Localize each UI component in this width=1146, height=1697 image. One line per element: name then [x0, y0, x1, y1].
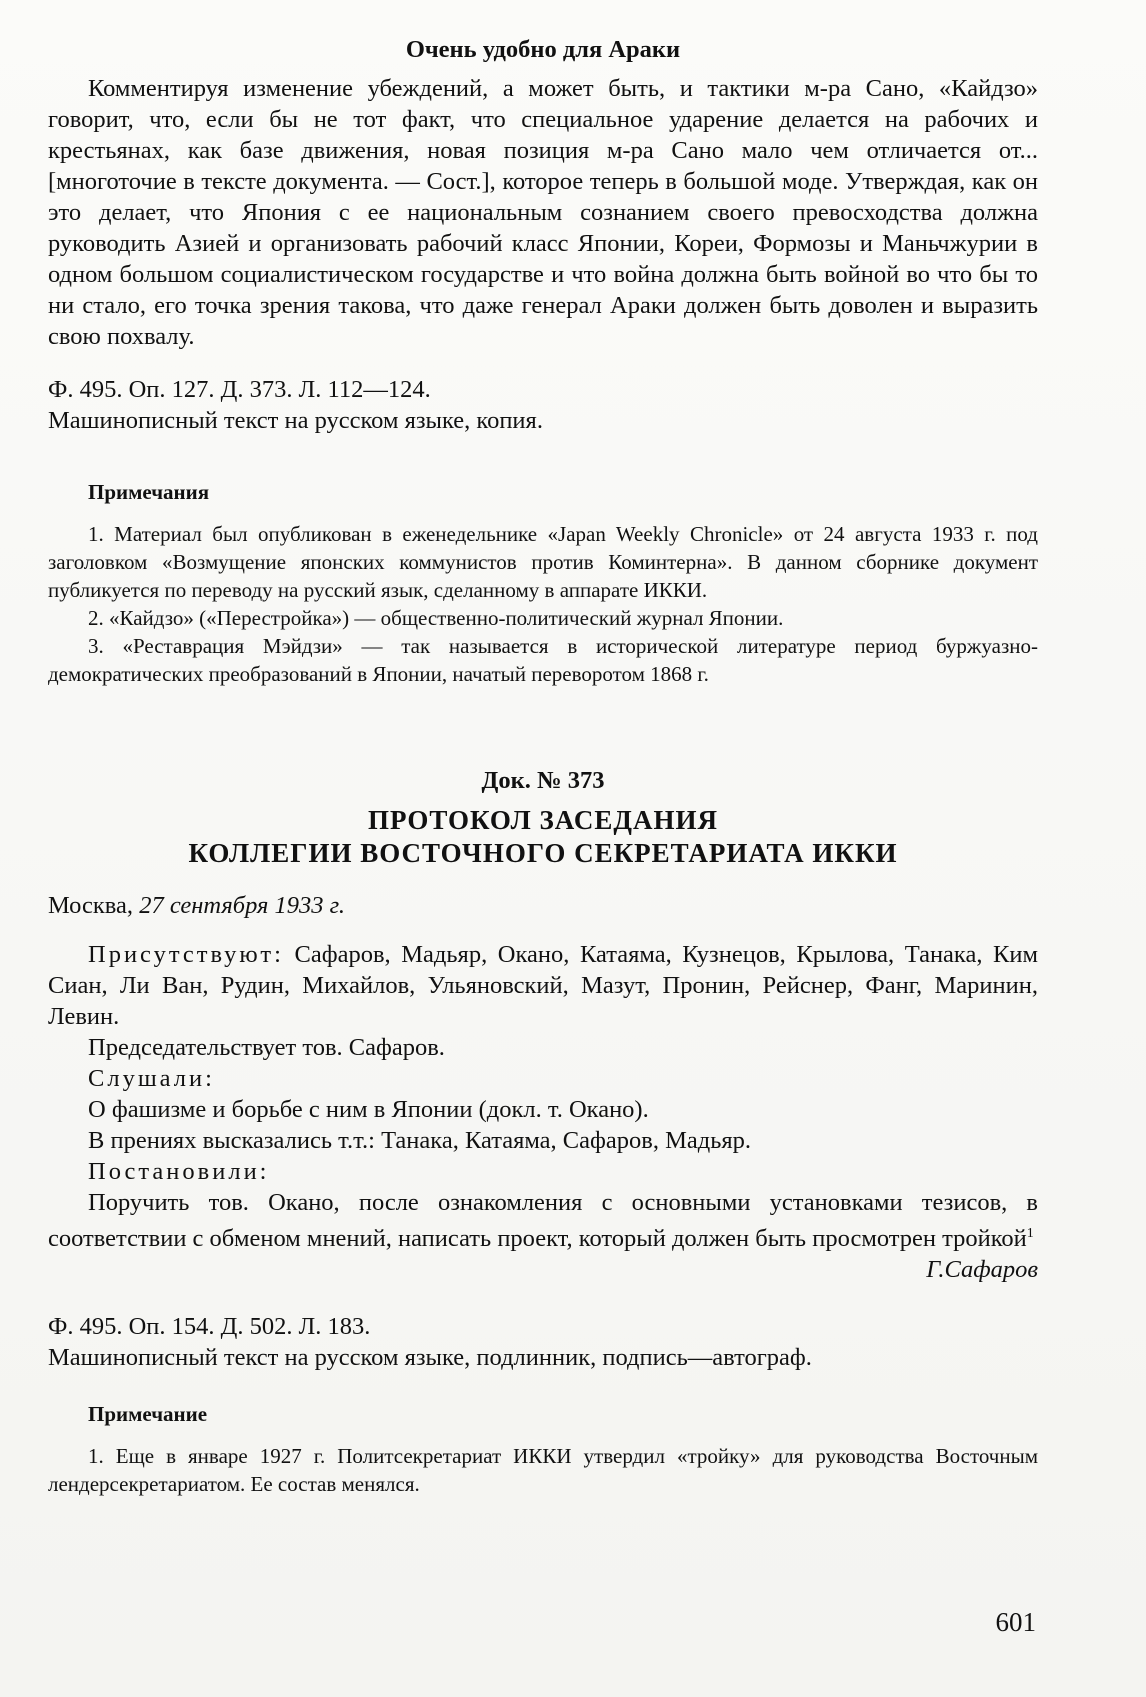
page-number: 601: [995, 1607, 1036, 1637]
notes-block: [48, 478, 1038, 688]
resolved-text: [48, 1187, 1038, 1254]
notes-heading: Примечания: [88, 480, 210, 504]
source-note: Машинописный текст на русском языке, копия.: [48, 407, 543, 434]
note-item: 1. Еще в январе 1927 г. Политсекретариат ИККИ утвердил «тройку» для руководства Восточным лендерсекретариатом. Ее состав менялся.: [48, 1444, 1038, 1496]
present-names: Сафаров, Мадьяр, Окано, Катаяма, Кузнецов, Крылова, Танака, Ким Сиан, Ли Ван, Рудин, Михайлов, Ульяновский, Мазут, Пронин, Рейснер, Фанг, Маринин, Левин.: [48, 941, 1039, 1030]
place-date: [48, 890, 1038, 921]
heard-text: О фашизме и борьбе с ним в Японии (докл. т. Окано).: [88, 1096, 649, 1123]
section-previous-document: [48, 34, 1038, 436]
note-item: 3. «Реставрация Мэйдзи» — так называется в исторической литературе период буржуазно-демократических преобразований в Японии, начатый переворотом 1868 г.: [48, 634, 1038, 686]
date: 27 сентября 1933 г.: [139, 892, 346, 919]
resolved-body: Поручить тов. Окано, после ознакомления с основными установками тезисов, в соответствии с обменом мнений, написать проект, который должен быть просмотрен тройкой: [48, 1189, 1038, 1253]
attendees: [48, 939, 1038, 1032]
note-item: 2. «Кайдзо» («Перестройка») — общественно-политический журнал Японии.: [88, 606, 784, 630]
debate-text: В прениях высказались т.т.: Танака, Катаяма, Сафаров, Мадьяр.: [88, 1127, 752, 1154]
document-title-line-2: КОЛЛЕГИИ ВОСТОЧНОГО СЕКРЕТАРИАТА ИККИ: [188, 838, 898, 868]
resolved-label: Постановили:: [88, 1158, 270, 1185]
place: Москва,: [48, 892, 134, 919]
footnote-mark: 1: [1026, 1226, 1034, 1241]
notes-block-2: [48, 1400, 1038, 1498]
document-title-line-1: ПРОТОКОЛ ЗАСЕДАНИЯ: [368, 805, 718, 835]
archive-reference: Ф. 495. Оп. 154. Д. 502. Л. 183.: [48, 1313, 371, 1341]
present-label: Присутствуют:: [88, 941, 284, 968]
heard-label: Слушали:: [88, 1065, 215, 1092]
signature: Г.Сафаров: [926, 1256, 1038, 1284]
document-number: Док. № 373: [481, 767, 605, 794]
archive-reference: Ф. 495. Оп. 127. Д. 373. Л. 112—124.: [48, 376, 431, 403]
chair-line: Председательствует тов. Сафаров.: [88, 1034, 445, 1061]
source-note: Машинописный текст на русском языке, подлинник, подпись—автограф.: [48, 1344, 812, 1372]
note-item: 1. Материал был опубликован в еженедельнике «Japan Weekly Chronicle» от 24 августа 1933 г. под заголовком «Возмущение японских коммунистов против Коминтерна». В данном сборнике документ публикуется по переводу на русский язык, сделанному в аппарате ИККИ.: [48, 522, 1038, 602]
body-paragraph: Комментируя изменение убеждений, а может быть, и тактики м-ра Сано, «Кайдзо» говорит, что, если бы не тот факт, что специальное ударение делается на рабочих и крестьянах, как базе движения, новая позиция м-ра Сано мало чем отличается от... [многоточие в тексте документа. — Сост.], которое теперь в большой моде. Утверждая, как он это делает, что Япония с ее национальным сознанием своего превосходства должна руководить Азией и организовать рабочий класс Японии, Кореи, Формозы и Маньчжурии в одном большом социалистическом государстве и что война должна быть войной во что бы то ни стало, его точка зрения такова, что даже генерал Араки должен быть доволен и выразить свою похвалу.: [48, 75, 1038, 350]
document-373: [48, 765, 1038, 1373]
notes-heading: Примечание: [88, 1402, 208, 1426]
section-heading: Очень удобно для Араки: [405, 36, 681, 63]
